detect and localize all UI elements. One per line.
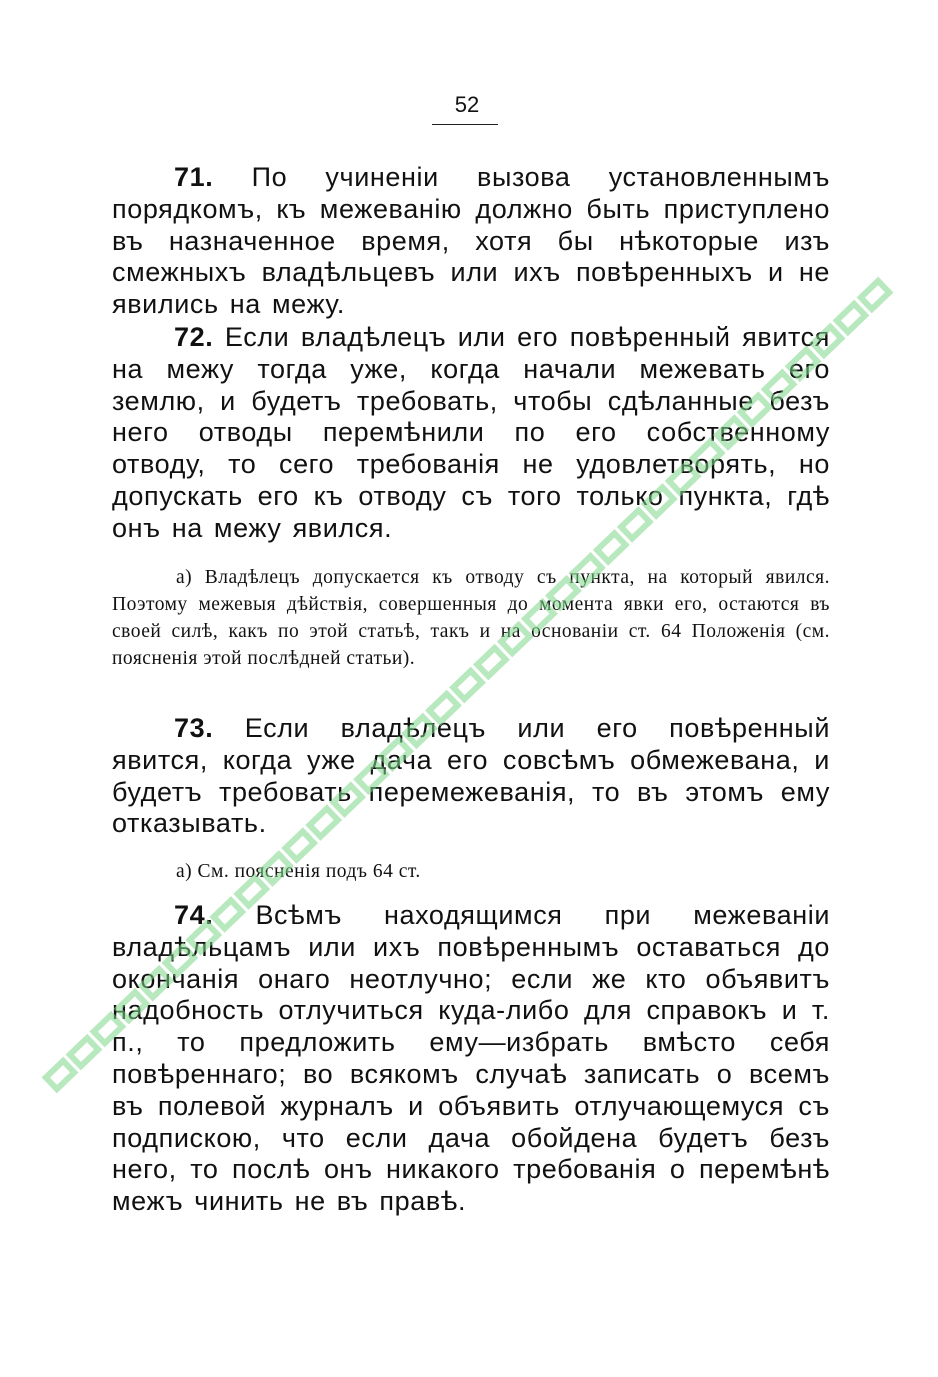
- article-paragraph: [112, 713, 830, 840]
- article-text: Всѣмъ находящимся при межеваніи владѣльцамъ или ихъ повѣреннымъ оставаться до окончанія онаго неотлучно; если же кто объявитъ надобность отлучиться куда-либо для справокъ и т. п., то предложить ему—избрать вмѣсто себя повѣреннаго; во всякомъ случаѣ записать о всемъ въ полевой журналъ и объявить отлучающемуся съ подпискою, что если дача обойдена будетъ безъ него, то послѣ онъ никакого требованія о перемѣнѣ межъ чинить не въ правѣ.: [112, 900, 830, 1217]
- article-number: 74.: [174, 900, 214, 930]
- watermark-segment: [46, 1061, 74, 1089]
- note-paragraph: а) См. поясненія подъ 64 ст.: [176, 861, 421, 882]
- article-text: Если владѣлецъ или его повѣренный явится, когда уже дача его совсѣмъ обмежевана, и будетъ требовать перемежеванія, то въ этомъ ему отказывать.: [112, 713, 830, 839]
- article-paragraph: [112, 322, 830, 545]
- article-text: По учиненіи вызова установленнымъ порядкомъ, къ межеванію должно быть приступлено въ назначенное время, хотя бы нѣкоторые изъ смежныхъ владѣльцевъ или ихъ повѣренныхъ и не явились на межу.: [112, 162, 830, 320]
- page-number: 52: [454, 92, 480, 117]
- note-72: [112, 564, 830, 672]
- note-paragraph: а) Владѣлецъ допускается къ отводу съ пункта, на который явился. Поэтому межевыя дѣйствія, совершенныя до момента явки его, остаются въ своей силѣ, какъ по этой статьѣ, такъ и на основаніи ст. 64 Положенія (см. поясненія этой послѣдней статьи).: [112, 567, 830, 669]
- article-number: 73.: [174, 713, 214, 743]
- article-paragraph: [112, 162, 830, 321]
- watermark-segment: [837, 304, 865, 332]
- watermark-segment: [861, 281, 889, 309]
- note-73: [112, 858, 830, 885]
- article-number: 72.: [174, 322, 214, 352]
- article-text: Если владѣлецъ или его повѣренный явится на межу тогда уже, когда начали межевать его землю, и будетъ требовать, чтобы сдѣланные безъ него отводы перемѣнили по его собственному отводу, то сего требованія не удовлетворять, но допускать его къ отводу съ того только пункта, гдѣ онъ на межу явился.: [112, 322, 830, 543]
- article-paragraph: [112, 900, 830, 1218]
- article-73: [112, 713, 830, 840]
- article-71: [112, 162, 830, 321]
- page-number-rule: [432, 124, 498, 125]
- article-number: 71.: [174, 162, 214, 192]
- article-72: [112, 322, 830, 545]
- watermark-segment: [70, 1038, 98, 1066]
- watermark-segment: [453, 671, 481, 699]
- article-74: [112, 900, 830, 1218]
